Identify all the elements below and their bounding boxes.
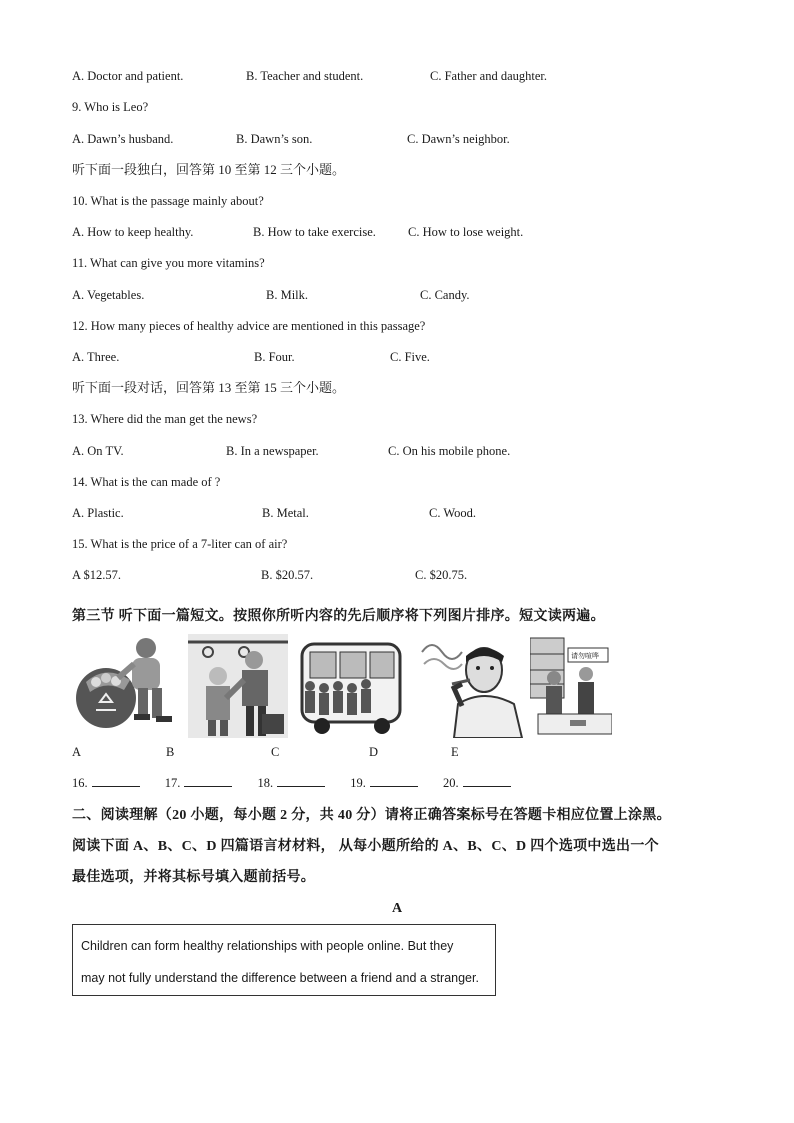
q9-option-b: B. Dawn’s son.	[236, 132, 313, 146]
picture-c-bus-queue	[296, 634, 404, 738]
q11-question: 11. What can give you more vitamins?	[72, 256, 265, 270]
q12-option-c: C. Five.	[390, 350, 430, 364]
q14-option-b: B. Metal.	[262, 506, 309, 520]
picture-e-library	[530, 634, 612, 738]
q15-option-c: C. $20.75.	[415, 568, 468, 582]
part2-heading-line3: 最佳选项，并将其标号填入题前括号。	[72, 870, 316, 885]
answer-blank-16[interactable]: 16.	[72, 776, 140, 791]
picture-b-giving-seat	[188, 634, 288, 738]
picture-letter-d: D	[369, 745, 379, 759]
q13-option-b: B. In a newspaper.	[226, 444, 319, 458]
q10-question: 10. What is the passage mainly about?	[72, 194, 264, 208]
q9-option-c: C. Dawn’s neighbor.	[407, 132, 510, 146]
q15-option-a: A $12.57.	[72, 568, 121, 582]
section3-heading: 第三节 听下面一篇短文。按照你所听内容的先后顺序将下列图片排序。短文读两遍。	[72, 609, 605, 624]
passage-a-line1: Children can form healthy relationships with people online. But they	[81, 939, 454, 953]
instruction-10-12: 听下面一段独白，回答第 10 至第 12 三个小题。	[72, 162, 346, 177]
q10-option-a: A. How to keep healthy.	[72, 225, 194, 239]
part2-heading-line1: 二、阅读理解（20 小题，每小题 2 分，共 40 分）请将正确答案标号在答题卡相应位置上涂黑。	[72, 808, 671, 823]
passage-a-label: A	[391, 901, 403, 916]
q12-question: 12. How many pieces of healthy advice are mentioned in this passage?	[72, 319, 426, 333]
picture-letter-a: A	[72, 745, 82, 759]
q15-option-b: B. $20.57.	[261, 568, 314, 582]
q12-option-a: A. Three.	[72, 350, 120, 364]
q8-option-b: B. Teacher and student.	[246, 69, 364, 83]
q14-option-a: A. Plastic.	[72, 506, 124, 520]
q12-option-b: B. Four.	[254, 350, 295, 364]
q11-option-a: A. Vegetables.	[72, 288, 145, 302]
q8-option-c: C. Father and daughter.	[430, 69, 547, 83]
quiet-sign-text: 请勿喧哗	[571, 652, 599, 660]
q13-option-a: A. On TV.	[72, 444, 124, 458]
answer-blank-19[interactable]: 19.	[350, 776, 418, 791]
part2-heading-line2: 阅读下面 A、B、C、D 四篇语言材材料， 从每小题所给的 A、B、C、D 四个选项中选出一个	[72, 839, 659, 854]
q15-question: 15. What is the price of a 7-liter can of air?	[72, 537, 288, 551]
q13-option-c: C. On his mobile phone.	[388, 444, 511, 458]
q13-question: 13. Where did the man get the news?	[72, 412, 258, 426]
answer-blank-17[interactable]: 17.	[165, 776, 233, 791]
q11-option-c: C. Candy.	[420, 288, 470, 302]
instruction-13-15: 听下面一段对话，回答第 13 至第 15 三个小题。	[72, 380, 346, 395]
picture-d-man-smoking	[418, 634, 530, 738]
q11-option-b: B. Milk.	[266, 288, 309, 302]
q8-option-a: A. Doctor and patient.	[72, 69, 184, 83]
picture-letter-c: C	[271, 745, 280, 759]
q14-question: 14. What is the can made of ?	[72, 475, 221, 489]
passage-a-line2: may not fully understand the difference between a friend and a stranger.	[81, 971, 479, 985]
passage-a-box	[72, 924, 496, 996]
picture-a-recycling-bag	[72, 634, 182, 738]
q9-option-a: A. Dawn’s husband.	[72, 132, 174, 146]
picture-letter-b: B	[166, 745, 175, 759]
answer-blank-18[interactable]: 18.	[258, 776, 326, 791]
answer-blank-20[interactable]: 20.	[443, 776, 511, 791]
q10-option-c: C. How to lose weight.	[408, 225, 524, 239]
picture-letter-e: E	[451, 745, 459, 759]
answer-blanks-row	[72, 776, 533, 791]
q14-option-c: C. Wood.	[429, 506, 477, 520]
q9-question: 9. Who is Leo?	[72, 100, 149, 114]
q10-option-b: B. How to take exercise.	[253, 225, 376, 239]
picture-row	[72, 634, 612, 738]
